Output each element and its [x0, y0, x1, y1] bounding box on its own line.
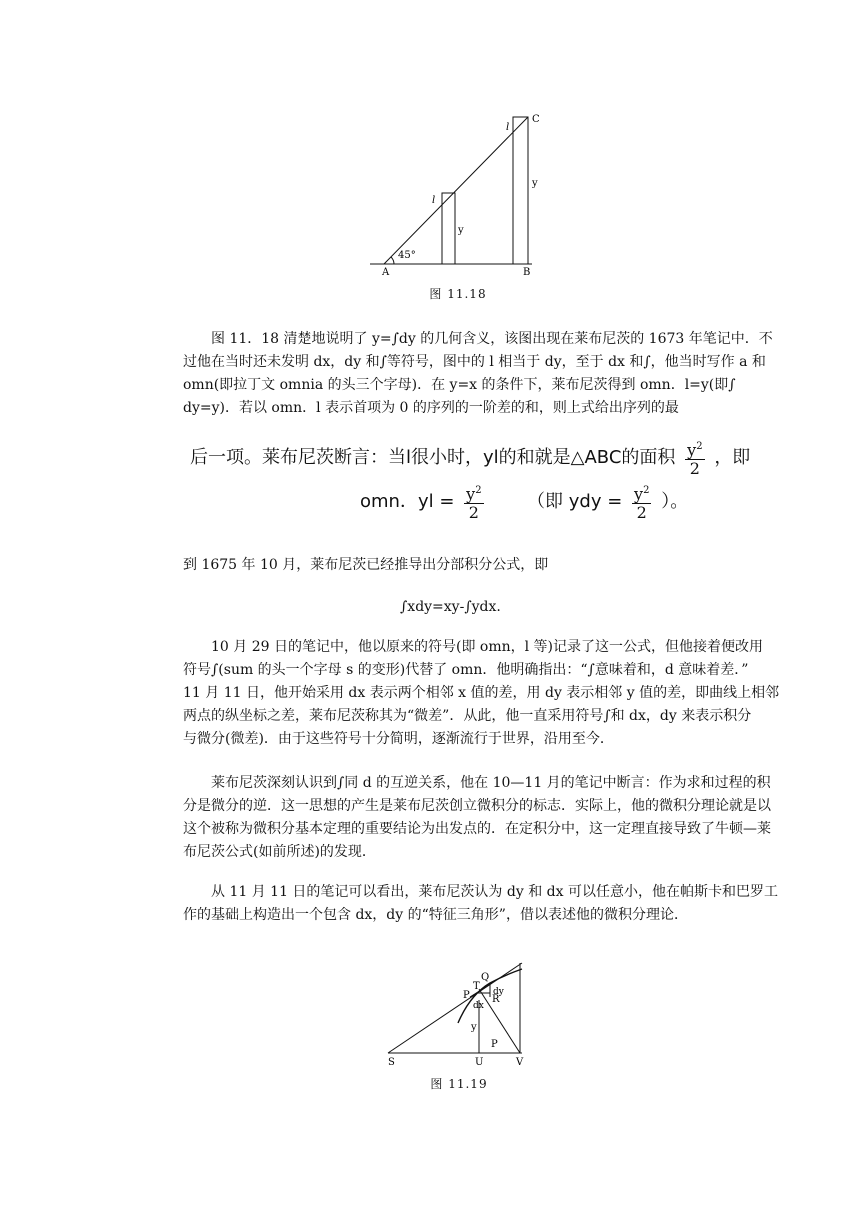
formula-line-1-text: 后一项。莱布尼茨断言：当l很小时，yl的和就是△ABC的面积: [190, 447, 676, 469]
label-u: U: [475, 1057, 484, 1068]
paragraph-4-line-2: 分是微分的逆．这一思想的产生是莱布尼茨创立微积分的标志．实际上，他的微积分理论就是以: [183, 798, 771, 814]
tall-rectangle: [513, 117, 528, 264]
label-y: y: [471, 1022, 477, 1033]
label-c: C: [532, 114, 540, 125]
paragraph-4: [183, 772, 771, 864]
paragraph-3-line-2: 符号∫(sum 的头一个字母 s 的变形)代替了 omn．他明确指出：“∫意味着和，d 意味着差．”: [183, 662, 749, 678]
label-b: B: [523, 267, 531, 278]
label-l-tall: l: [506, 122, 510, 133]
small-rectangle: [442, 193, 455, 264]
paragraph-2: [183, 554, 743, 577]
label-y-small: y: [458, 225, 464, 236]
figure-11-18-caption: 图 11.18: [429, 287, 487, 301]
paragraph-3-line-4: 两点的纵坐标之差，莱布尼茨称其为“微差”．从此，他一直采用符号∫和 dx，dy 来表示积分: [183, 708, 752, 724]
paragraph-5-line-1: 从 11 月 11 日的笔记可以看出，莱布尼茨认为 dy 和 dx 可以任意小，他在帕斯卡和巴罗工: [211, 884, 778, 900]
label-p-upper: P: [463, 990, 470, 1001]
label-a: A: [382, 267, 390, 278]
paragraph-5: [183, 881, 778, 927]
paragraph-1-line-3: omn(即拉丁文 omnia 的头三个字母)．在 y=x 的条件下，莱布尼茨得到 omn．l=y(即∫: [183, 377, 736, 393]
label-y-tall: y: [532, 178, 538, 189]
paragraph-4-line-1: 莱布尼茨深刻认识到∫同 d 的互逆关系，他在 10—11 月的笔记中断言：作为求和过程的积: [211, 775, 771, 791]
paragraph-1-line-1: 图 11．18 清楚地说明了 y=∫dy 的几何含义，该图出现在莱布尼茨的 1673 年笔记中．不: [211, 331, 773, 347]
label-angle: 45°: [398, 250, 416, 261]
paragraph-4-line-4: 布尼茨公式(如前所述)的发现．: [183, 844, 376, 860]
label-t: T: [473, 981, 480, 992]
fraction-ydy: $\frac{y^2}{2}$: [632, 482, 651, 522]
fraction-omn: $\frac{y^2}{2}$: [464, 482, 483, 522]
paragraph-3-line-5: 与微分(微差)．由于这些符号十分简明，逐渐流行于世界，沿用至今．: [183, 731, 614, 747]
label-q: Q: [481, 972, 490, 983]
figure-11-19-caption: 图 11.19: [430, 1077, 488, 1091]
paragraph-1-line-4: dy=y)．若以 omn．l 表示首项为 0 的序列的一阶差的和，则上式给出序列的最: [183, 400, 679, 416]
paragraph-4-line-3: 这个被称为微积分基本定理的重要结论为出发点的．在定积分中，这一定理直接导致了牛顿—莱: [183, 821, 771, 837]
paragraph-3-line-3: 11 月 11 日，他开始采用 dx 表示两个相邻 x 值的差，用 dy 表示相邻 y 值的差，即曲线上相邻: [183, 685, 780, 701]
figure-11-19: [380, 955, 540, 1070]
paragraph-2-line: 到 1675 年 10 月，莱布尼茨已经推导出分部积分公式，即: [183, 557, 549, 573]
formula-ydy: （即 ydy =: [527, 491, 623, 513]
label-v: V: [516, 1057, 524, 1068]
formula-close: ）。: [661, 491, 689, 513]
integration-by-parts-formula: ∫xdy=xy-∫ydx.: [400, 599, 501, 615]
formula-omn: omn．yl =: [360, 491, 455, 513]
paragraph-3-line-1: 10 月 29 日的笔记中，他以原来的符号(即 omn，l 等)记录了这一公式，但他接着便改用: [211, 639, 763, 655]
angle-arc: [391, 257, 394, 264]
fraction-area: $\frac{y^2}{2}$: [685, 438, 704, 478]
label-dx: dx: [473, 1001, 484, 1011]
formula-line-2: [360, 482, 688, 522]
formula-line-1-tail: ，即: [714, 447, 751, 469]
label-r: R: [492, 994, 500, 1005]
label-s: S: [388, 1057, 395, 1068]
label-p-lower: P: [491, 1039, 498, 1050]
hypotenuse: [384, 117, 528, 264]
paragraph-5-line-2: 作的基础上构造出一个包含 dx，dy 的“特征三角形”，借以表述他的微积分理论．: [183, 907, 688, 923]
label-dy: dy: [493, 987, 504, 997]
paragraph-1: [183, 328, 773, 420]
paragraph-3: [183, 636, 780, 751]
paragraph-1-line-2: 过他在当时还未发明 dx，dy 和∫等符号，图中的 l 相当于 dy，至于 dx 和∫，他当时写作 a 和: [183, 354, 766, 370]
label-l-small: l: [432, 195, 436, 206]
formula-line-1: [190, 438, 750, 478]
figure-11-18: [360, 108, 560, 278]
